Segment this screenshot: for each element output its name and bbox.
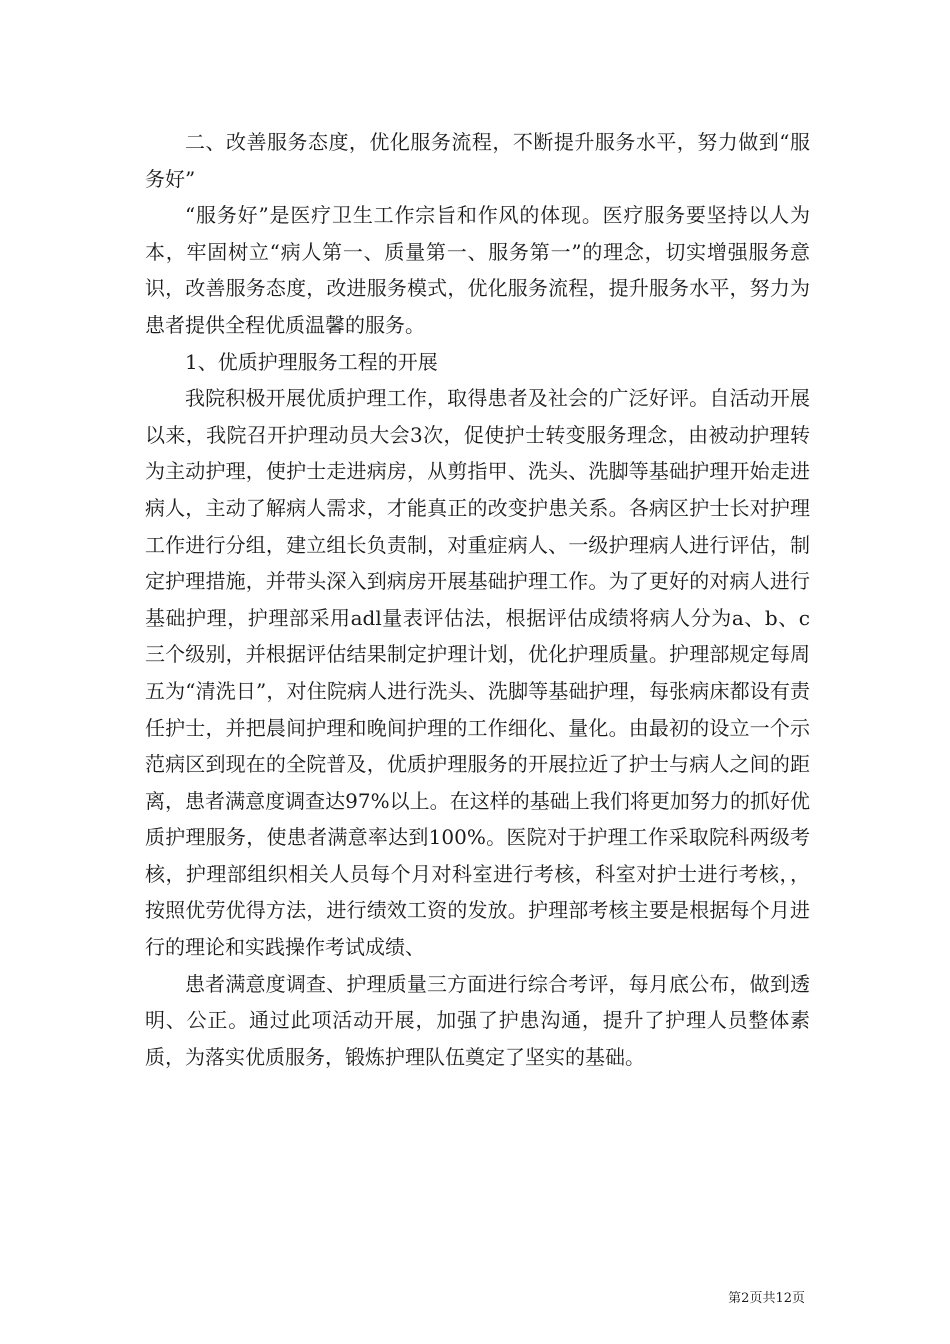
- page-number-footer: 第2页共12页: [728, 1291, 805, 1306]
- section-heading: 二、改善服务态度，优化服务流程，不断提升服务水平，努力做到“服务好”: [145, 130, 810, 191]
- subsection-heading: 1、优质护理服务工程的开展: [185, 349, 438, 374]
- body-paragraph: 患者满意度调查、护理质量三方面进行综合考评，每月底公布，做到透明、公正。通过此项活动开展，加强了护患沟通，提升了护理人员整体素质，为落实优质服务，锻炼护理队伍奠定了坚实的基础。: [145, 971, 810, 1069]
- body-paragraph: 我院积极开展优质护理工作，取得患者及社会的广泛好评。自活动开展以来，我院召开护理动员大会3次，促使护士转变服务理念，由被动护理转为主动护理，使护士走进病房，从剪指甲、洗头、洗脚等基础护理开始走进病人，主动了解病人需求，才能真正的改变护患关系。各病区护士长对护理工作进行分组，建立组长负责制，对重症病人、一级护理病人进行评估，制定护理措施，并带头深入到病房开展基础护理工作。为了更好的对病人进行基础护理，护理部采用adl量表评估法，根据评估成绩将病人分为a、b、c三个级别，并根据评估结果制定护理计划，优化护理质量。护理部规定每周五为“清洗日”，对住院病人进行洗头、洗脚等基础护理，每张病床都设有责任护士，并把晨间护理和晚间护理的工作细化、量化。由最初的设立一个示范病区到现在的全院普及，优质护理服务的开展拉近了护士与病人之间的距离，患者满意度调查达97%以上。在这样的基础上我们将更加努力的抓好优质护理服务，使患者满意率达到100%。医院对于护理工作采取院科两级考核，护理部组织相关人员每个月对科室进行考核，科室对护士进行考核，，按照优劳优得方法，进行绩效工资的发放。护理部考核主要是根据每个月进行的理论和实践操作考试成绩、: [145, 386, 810, 960]
- intro-paragraph: “服务好”是医疗卫生工作宗旨和作风的体现。医疗服务要坚持以人为本，牢固树立“病人第一、质量第一、服务第一”的理念，切实增强服务意识，改善服务态度，改进服务模式，优化服务流程，提升服务水平，努力为患者提供全程优质温馨的服务。: [145, 203, 810, 337]
- document-body: [145, 124, 810, 1075]
